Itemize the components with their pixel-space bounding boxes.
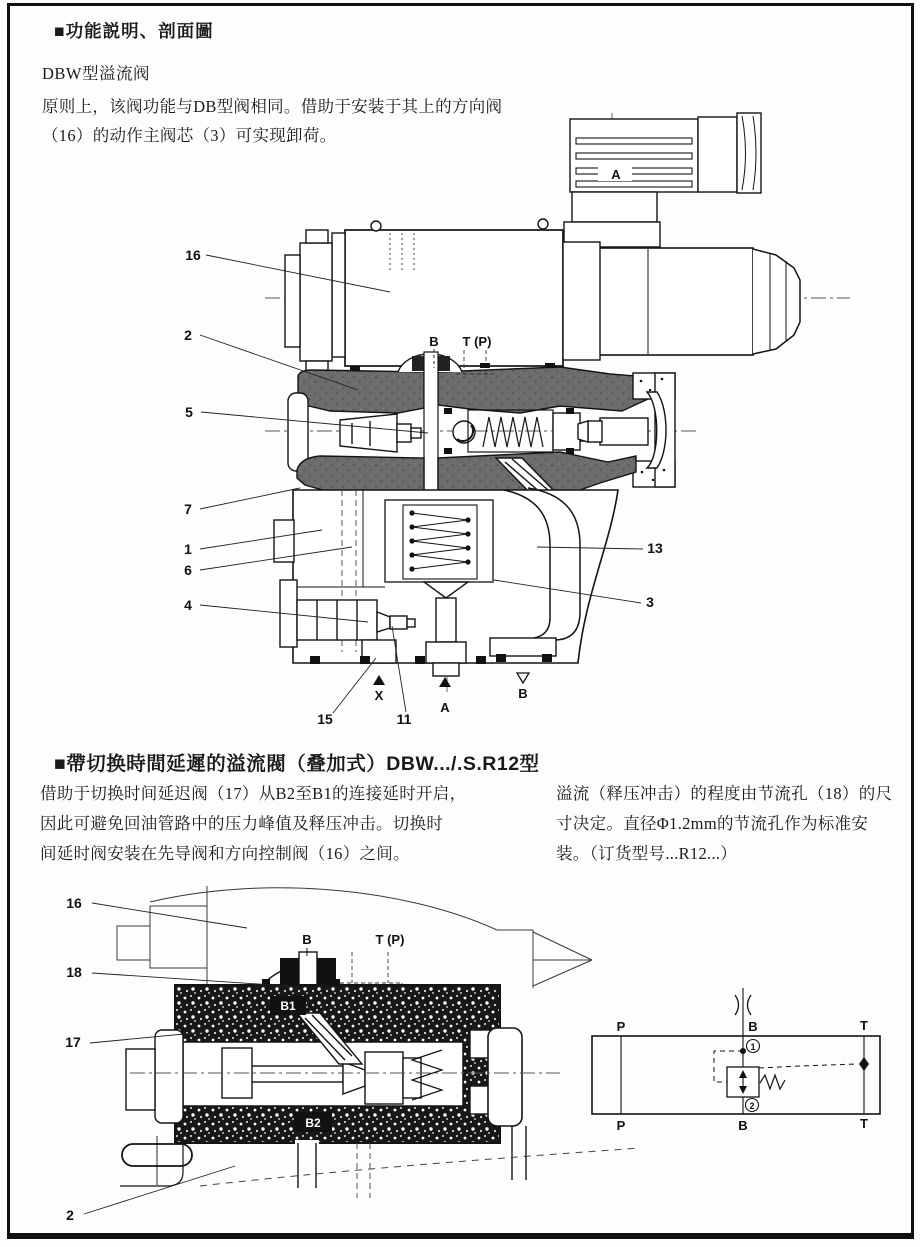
diagram-dbw-r12 — [65, 886, 640, 1223]
callout-3: 3 — [646, 594, 654, 610]
section1-body-line1: 原则上，该阀功能与DB型阀相同。借助于安装于其上的方向阀 — [42, 97, 503, 116]
port-x-label: X — [374, 688, 384, 703]
port2-b2-label: B2 — [305, 1116, 321, 1130]
callout2-16: 16 — [66, 895, 82, 911]
upper-valve-outline — [117, 886, 592, 988]
section1-body-line2: （16）的动作主阀芯（3）可实现卸荷。 — [42, 126, 337, 145]
port-b-top-label: B — [429, 334, 439, 349]
section2-left-line1: 借助于切换时间延迟阀（17）从B2至B1的连接延时开启， — [40, 784, 467, 803]
diagram-dbw-cross-section — [184, 113, 850, 727]
section2-right-line2: 寸决定。直径Φ1.2mm的节流孔作为标准安 — [556, 814, 869, 833]
solenoid-connector — [564, 113, 761, 247]
port2-b1-label: B1 — [280, 999, 296, 1013]
callout-11: 11 — [396, 711, 412, 727]
callout2-17: 17 — [65, 1034, 81, 1050]
directional-valve-block — [285, 219, 600, 374]
section2-header: ■帶切换時間延遲的溢流閥（叠加式）DBW.../.S.R12型 — [54, 753, 540, 775]
sym-b-bot: B — [738, 1118, 748, 1133]
sym-p-top: P — [616, 1019, 626, 1034]
sym-node-2: 2 — [749, 1101, 755, 1111]
coil-a-label: A — [611, 167, 621, 182]
callout-15: 15 — [317, 711, 333, 727]
section1-subtitle: DBW型溢流阀 — [42, 64, 150, 83]
callout-4: 4 — [184, 597, 192, 613]
sym-node-1: 1 — [750, 1042, 756, 1052]
sandwich-plate — [126, 985, 560, 1143]
callout-2: 2 — [184, 327, 192, 343]
callout-16: 16 — [185, 247, 201, 263]
callout-5: 5 — [185, 404, 193, 420]
sym-t-bot: T — [860, 1116, 868, 1131]
b-port-cap — [262, 948, 340, 985]
callout-6: 6 — [184, 562, 192, 578]
port-a-label: A — [440, 700, 450, 715]
callout-7: 7 — [184, 501, 192, 517]
sym-p-bot: P — [616, 1118, 626, 1133]
section2-right-line3: 装。（订货型号...R12...） — [556, 844, 738, 863]
section2-left-line2: 因此可避免回油管路中的压力峰值及释压冲击。切换时 — [40, 814, 444, 833]
callout2-18: 18 — [66, 964, 82, 980]
section2-left-line3: 间延时阀安装在先导阀和方向控制阀（16）之间。 — [40, 844, 410, 863]
port-tp-top-label: T (P) — [462, 334, 492, 349]
callout-13: 13 — [647, 540, 663, 556]
section1-header: ■功能説明、剖面圖 — [54, 21, 214, 41]
port2-b-label: B — [302, 932, 312, 947]
sym-t-top: T — [860, 1018, 868, 1033]
port-b-label: B — [518, 686, 528, 701]
callout2-2: 2 — [66, 1207, 74, 1223]
main-valve-body — [274, 488, 618, 676]
section2-right-line1: 溢流（释压冲击）的程度由节流孔（18）的尺 — [556, 784, 893, 803]
sym-b-top: B — [748, 1019, 758, 1034]
hydraulic-symbol — [592, 988, 880, 1133]
port2-tp-label: T (P) — [375, 932, 405, 947]
callout-1: 1 — [184, 541, 192, 557]
